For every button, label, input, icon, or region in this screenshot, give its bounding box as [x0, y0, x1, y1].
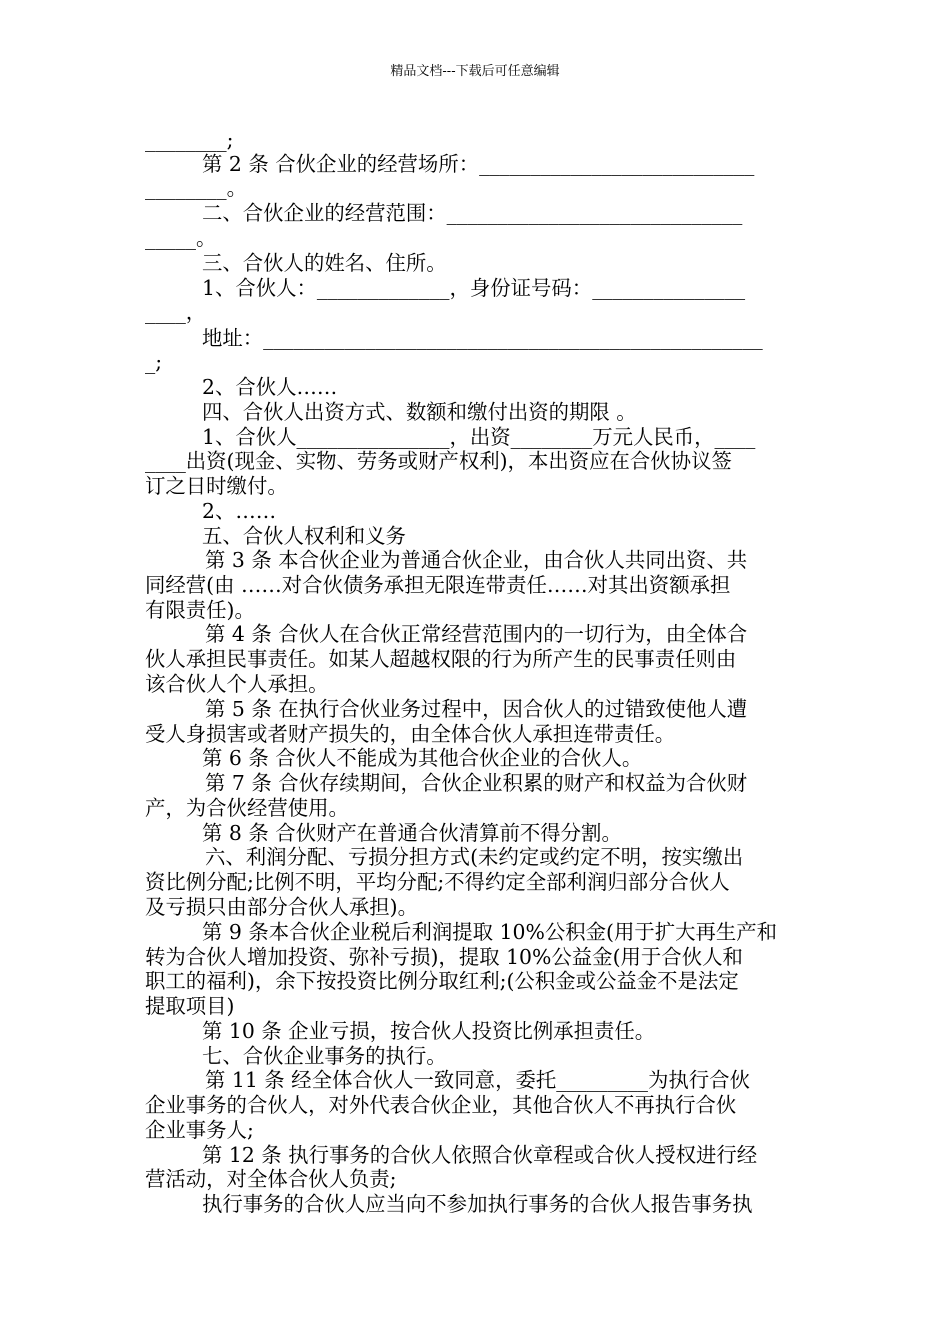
- text-line: 1、合伙人：_____________，身份证号码：_______________: [202, 276, 746, 300]
- text-line: 职工的福利)，余下按投资比例分取红利;(公积金或公益金不是法定: [145, 969, 739, 993]
- text-line: 六、利润分配、亏损分担方式(未约定或约定不明，按实缴出: [205, 845, 744, 869]
- text-line: ________;: [145, 128, 234, 152]
- text-line: 第 2 条 合伙企业的经营场所：___________________________: [202, 152, 755, 176]
- text-line: 第 5 条 在执行合伙业务过程中，因合伙人的过错致使他人遭: [205, 697, 748, 721]
- text-line: 三、合伙人的姓名、住所。: [202, 251, 447, 275]
- text-line: 第 9 条本合伙企业税后利润提取 10%公积金(用于扩大再生产和: [202, 920, 778, 944]
- text-line: _;: [145, 350, 163, 374]
- text-line: ________。: [145, 176, 247, 200]
- text-line: 受人身损害或者财产损失的，由全体合伙人承担连带责任。: [145, 722, 676, 746]
- text-line: 提取项目): [145, 994, 235, 1018]
- text-line: 第 11 条 经全体合伙人一致同意，委托_________为执行合伙: [205, 1068, 750, 1092]
- text-line: ____出资(现金、实物、劳务或财产权利)，本出资应在合伙协议签: [145, 449, 732, 473]
- text-line: 转为合伙人增加投资、弥补亏损)，提取 10%公益金(用于合伙人和: [145, 945, 743, 969]
- text-line: 第 8 条 合伙财产在普通合伙清算前不得分割。: [202, 821, 622, 845]
- text-line: 伙人承担民事责任。如某人超越权限的行为所产生的民事责任则由: [145, 647, 737, 671]
- text-line: 企业事务人;: [145, 1118, 254, 1142]
- text-line: 1、合伙人_______________，出资________万元人民币，____: [202, 425, 756, 449]
- text-line: 2、合伙人……: [202, 375, 338, 399]
- text-line: 第 4 条 合伙人在合伙正常经营范围内的一切行为，由全体合: [205, 622, 748, 646]
- text-line: 资比例分配;比例不明，平均分配;不得约定全部利润归部分合伙人: [145, 870, 730, 894]
- text-line: 企业事务的合伙人，对外代表合伙企业，其他合伙人不再执行合伙: [145, 1093, 737, 1117]
- text-line: 地址：_________________________________________________: [202, 326, 763, 350]
- text-line: 同经营(由 ……对合伙债务承担无限连带责任……对其出资额承担: [145, 573, 731, 597]
- text-line: 五、合伙人权利和义务: [202, 524, 406, 548]
- text-line: 第 10 条 企业亏损，按合伙人投资比例承担责任。: [202, 1019, 656, 1043]
- text-line: 七、合伙企业事务的执行。: [202, 1044, 447, 1068]
- text-line: 2、……: [202, 499, 277, 523]
- text-line: 第 12 条 执行事务的合伙人依照合伙章程或合伙人授权进行经: [202, 1143, 758, 1167]
- text-line: ____，: [145, 300, 207, 324]
- text-line: 营活动，对全体合伙人负责;: [145, 1167, 397, 1191]
- text-line: 产，为合伙经营使用。: [145, 796, 349, 820]
- text-line: 第 6 条 合伙人不能成为其他合伙企业的合伙人。: [202, 746, 643, 770]
- text-line: 订之日时缴付。: [145, 474, 288, 498]
- text-line: 有限责任)。: [145, 598, 255, 622]
- text-line: 二、合伙企业的经营范围：_____________________________: [202, 201, 743, 225]
- text-line: 执行事务的合伙人应当向不参加执行事务的合伙人报告事务执: [202, 1192, 753, 1216]
- text-line: 四、合伙人出资方式、数额和缴付出资的期限 。: [202, 400, 637, 424]
- page-header: 精品文档---下载后可任意编辑: [390, 64, 560, 79]
- text-line: 第 3 条 本合伙企业为普通合伙企业，由合伙人共同出资、共: [205, 548, 748, 572]
- text-line: 及亏损只由部分合伙人承担)。: [145, 895, 419, 919]
- text-line: 该合伙人个人承担。: [145, 672, 329, 696]
- text-line: _____。: [145, 226, 217, 250]
- text-line: 第 7 条 合伙存续期间，合伙企业积累的财产和权益为合伙财: [205, 771, 748, 795]
